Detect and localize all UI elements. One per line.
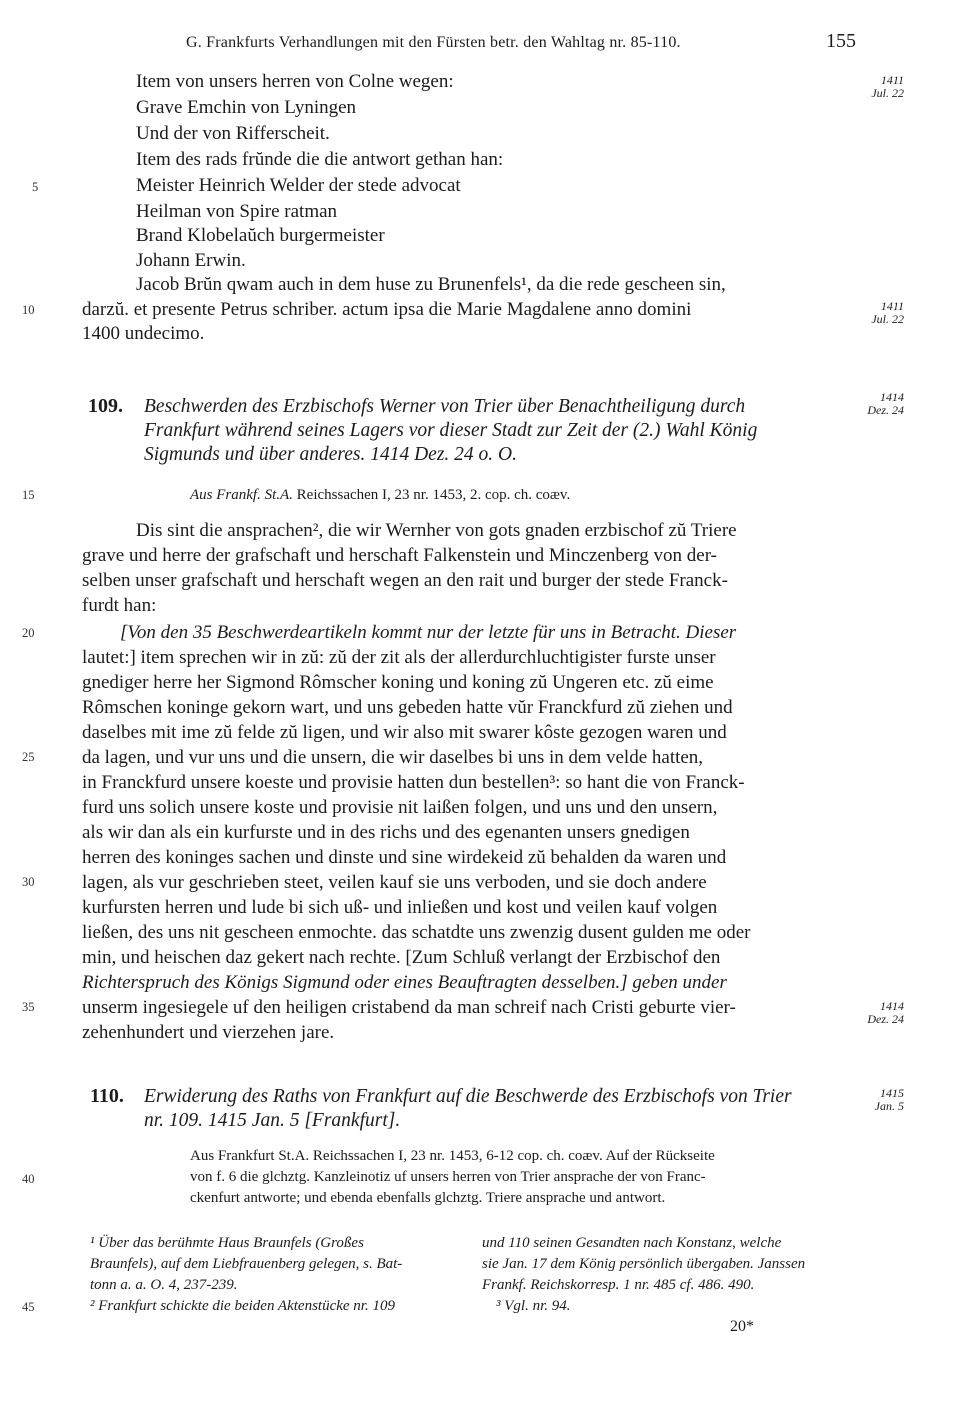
- footnote-line: sie Jan. 17 dem König persönlich übergaben. Janssen: [482, 1256, 806, 1272]
- text-line: Heilman von Spire ratman: [136, 201, 338, 222]
- text-line: Jacob Brŭn qwam auch in dem huse zu Brunenfels¹, da die rede gescheen sin,: [136, 274, 726, 295]
- footnote-line: tonn a. a. O. 4, 237-239.: [90, 1277, 238, 1293]
- margin-date: 1411 Jul. 22: [871, 299, 904, 326]
- text-line: Meister Heinrich Welder der stede advocat: [136, 175, 461, 196]
- margin-date: 1411 Jul. 22: [871, 73, 904, 100]
- text-line: Grave Emchin von Lyningen: [136, 97, 357, 118]
- line-number: 45: [22, 1300, 35, 1314]
- page-number: 155: [826, 30, 856, 52]
- line-number: 40: [22, 1172, 35, 1186]
- body-line: zehenhundert und vierzehen jare.: [82, 1022, 335, 1043]
- footnote-line: Frankf. Reichskorresp. 1 nr. 485 cf. 486. 490.: [482, 1277, 755, 1293]
- margin-date: 1414 Dez. 24: [867, 999, 904, 1026]
- line-number: 35: [22, 1000, 35, 1014]
- body-line: selben unser grafschaft und herschaft wegen an den rait und burger der stede Franck-: [82, 570, 728, 591]
- body-line: Richterspruch des Königs Sigmund oder eines Beauftragten desselben.] geben under: [82, 972, 727, 993]
- body-line: unserm ingesiegele uf den heiligen cristabend da man schreif nach Cristi geburte vier-: [82, 997, 736, 1018]
- body-line: Rômschen koninge gekorn wart, und uns gebeden hatte vŭr Franckfurd zŭ ziehen und: [82, 697, 733, 718]
- running-header: G. Frankfurts Verhandlungen mit den Fürsten betr. den Wahltag nr. 85-110.: [186, 34, 681, 51]
- document-title: Beschwerden des Erzbischofs Werner von Trier über Benachtheiligung durch: [144, 396, 746, 417]
- text-line: Johann Erwin.: [136, 250, 246, 271]
- document-number: 109.: [88, 395, 123, 417]
- source-note: Aus Frankfurt St.A. Reichssachen I, 23 nr. 1453, 6-12 cop. ch. coæv. Auf der Rückseite: [190, 1148, 715, 1164]
- body-line: als wir dan als ein kurfurste und in des richs und des egenanten unsers gnedigen: [82, 822, 690, 843]
- text-line: 1400 undecimo.: [82, 323, 205, 344]
- line-number: 30: [22, 875, 35, 889]
- footnote-line: ³ Vgl. nr. 94.: [496, 1298, 571, 1314]
- body-line: daselbes mit ime zŭ felde zŭ ligen, und wir also mit swarer kôste gezogen waren und: [82, 722, 727, 743]
- text-line: Brand Klobelaŭch burgermeister: [136, 225, 385, 246]
- body-line: in Franckfurd unsere koeste und provisie hatten dun bestellen³: so hant die von Franck-: [82, 772, 745, 793]
- body-line: ließen, des uns nit gescheen enmochte. das schatdte uns zwenzig dusent gulden me oder: [82, 922, 751, 943]
- margin-date: 1415 Jan. 5: [874, 1086, 904, 1113]
- body-line: lagen, als vur geschrieben steet, veilen kauf sie uns verboden, und sie doch andere: [82, 872, 707, 893]
- line-number: 10: [22, 303, 35, 317]
- source-note: ckenfurt antworte; und ebenda ebenfalls glchztg. Triere ansprache und antwort.: [190, 1190, 666, 1206]
- text-line: darzŭ. et presente Petrus schriber. actum ipsa die Marie Magdalene anno domini: [82, 299, 692, 320]
- body-line: furd uns solich unsere koste und provisie nit laißen folgen, und uns und den unsern,: [82, 797, 718, 818]
- text-line: Item des rads frŭnde die die antwort gethan han:: [136, 149, 504, 170]
- body-line: grave und herre der grafschaft und herschaft Falkenstein und Minczenberg von der-: [82, 545, 717, 566]
- text-line: Und der von Rifferscheit.: [136, 123, 330, 144]
- line-number: 5: [32, 180, 39, 194]
- body-line: lautet:] item sprechen wir in zŭ: zŭ der zit als der allerdurchluchtigister furste unser: [82, 647, 716, 668]
- line-number: 20: [22, 626, 35, 640]
- footnote-line: ¹ Über das berühmte Haus Braunfels (Großes: [90, 1235, 364, 1251]
- footnote-line: Braunfels), auf dem Liebfrauenberg gelegen, s. Bat-: [90, 1256, 403, 1272]
- signature-mark: 20*: [730, 1318, 754, 1335]
- document-title: nr. 109. 1415 Jan. 5 [Frankfurt].: [144, 1110, 401, 1131]
- footnote-line: und 110 seinen Gesandten nach Konstanz, welche: [482, 1235, 782, 1251]
- body-line: herren des koninges sachen und dinste und sine wirdekeid zŭ behalden da waren und: [82, 847, 727, 868]
- body-line: gnediger herre her Sigmond Rômscher koning und koning zŭ Ungeren etc. zŭ eime: [82, 672, 714, 693]
- body-line: min, und heischen daz gekert nach rechte. [Zum Schluß verlangt der Erzbischof den: [82, 947, 721, 968]
- source-note: von f. 6 die glchztg. Kanzleinotiz uf unsers herren von Trier ansprache der von Franc-: [190, 1169, 706, 1185]
- document-title: Erwiderung des Raths von Frankfurt auf die Beschwerde des Erzbischofs von Trier: [144, 1086, 792, 1107]
- document-title: Frankfurt während seines Lagers vor dieser Stadt zur Zeit der (2.) Wahl König: [144, 420, 758, 441]
- line-number: 25: [22, 750, 35, 764]
- margin-date: 1414 Dez. 24: [867, 390, 904, 417]
- editorial-note: [Von den 35 Beschwerdeartikeln kommt nur der letzte für uns in Betracht. Dieser: [120, 622, 737, 643]
- body-line: da lagen, und vur uns und die unsern, die wir daselbes bi uns in dem velde hatten,: [82, 747, 704, 768]
- body-line: Dis sint die ansprachen², die wir Wernher von gots gnaden erzbischof zŭ Triere: [136, 520, 737, 541]
- document-title: Sigmunds und über anderes. 1414 Dez. 24 o. O.: [144, 444, 518, 465]
- body-line: kurfursten herren und lude bi sich uß- und inließen und kost und veilen kauf volgen: [82, 897, 718, 918]
- source-note: Aus Frankf. St.A. Reichssachen I, 23 nr. 1453, 2. cop. ch. coæv.: [190, 487, 571, 503]
- line-number: 15: [22, 488, 35, 502]
- body-line: furdt han:: [82, 595, 157, 616]
- footnote-line: ² Frankfurt schickte die beiden Aktenstücke nr. 109: [90, 1298, 395, 1314]
- document-number: 110.: [90, 1085, 124, 1107]
- text-line: Item von unsers herren von Colne wegen:: [136, 71, 454, 92]
